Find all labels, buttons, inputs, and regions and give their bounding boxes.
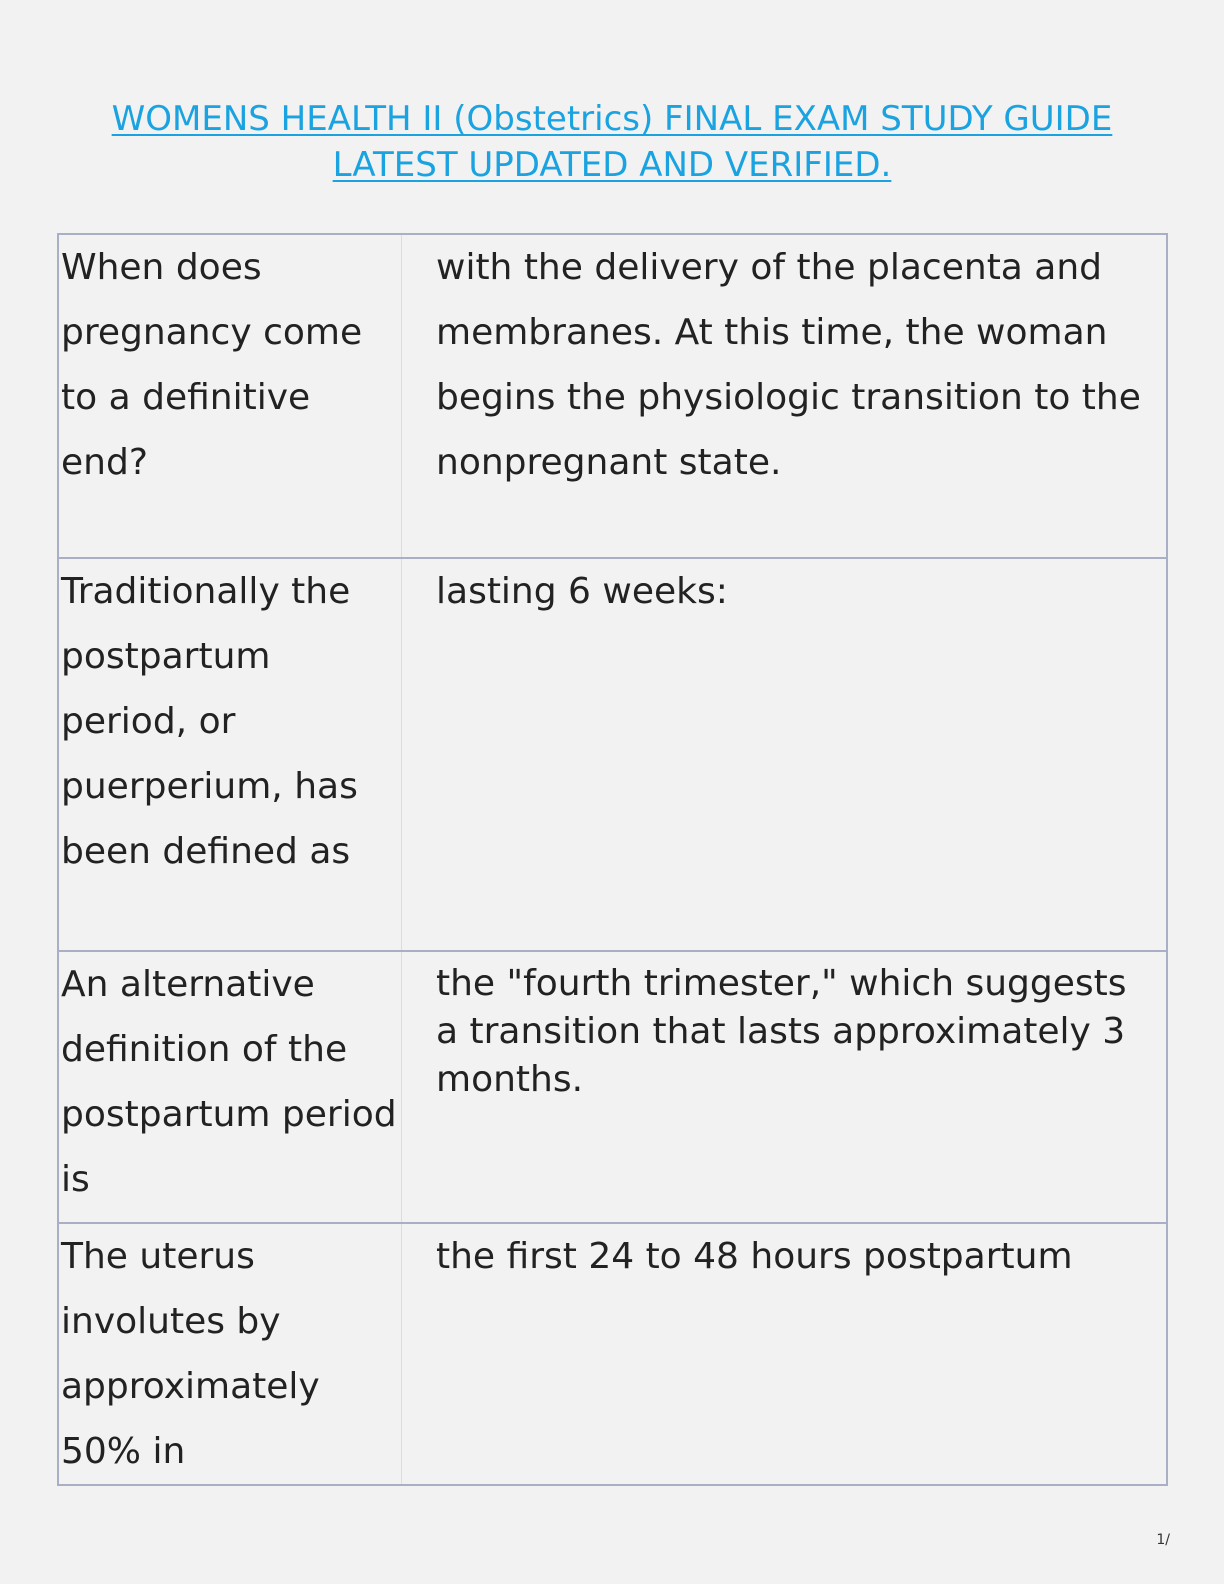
table-row xyxy=(58,558,1167,951)
answer-cell: lasting 6 weeks: xyxy=(402,558,1168,951)
question-cell: An alternative definition of the postpartum period is xyxy=(58,951,402,1223)
answer-cell: the first 24 to 48 hours postpartum xyxy=(402,1223,1168,1485)
answer-cell: with the delivery of the placenta and membranes. At this time, the woman begins the physiologic transition to the nonpregnant state. xyxy=(402,234,1168,558)
table-row xyxy=(58,951,1167,1223)
answer-cell: the "fourth trimester," which suggests a transition that lasts approximately 3 months. xyxy=(402,951,1168,1223)
study-guide-table xyxy=(57,233,1168,1486)
title-line-1: WOMENS HEALTH II (Obstetrics) FINAL EXAM STUDY GUIDE xyxy=(111,99,1113,139)
page-number: 1/ xyxy=(1156,1532,1170,1548)
question-cell: The uterus involutes by approximately 50% in xyxy=(58,1223,402,1485)
table-row xyxy=(58,234,1167,558)
question-cell: When does pregnancy come to a definitive end? xyxy=(58,234,402,558)
document-title xyxy=(60,96,1164,188)
question-cell: Traditionally the postpartum period, or puerperium, has been defined as xyxy=(58,558,402,951)
title-line-2: LATEST UPDATED AND VERIFIED. xyxy=(332,145,892,185)
table-row xyxy=(58,1223,1167,1485)
